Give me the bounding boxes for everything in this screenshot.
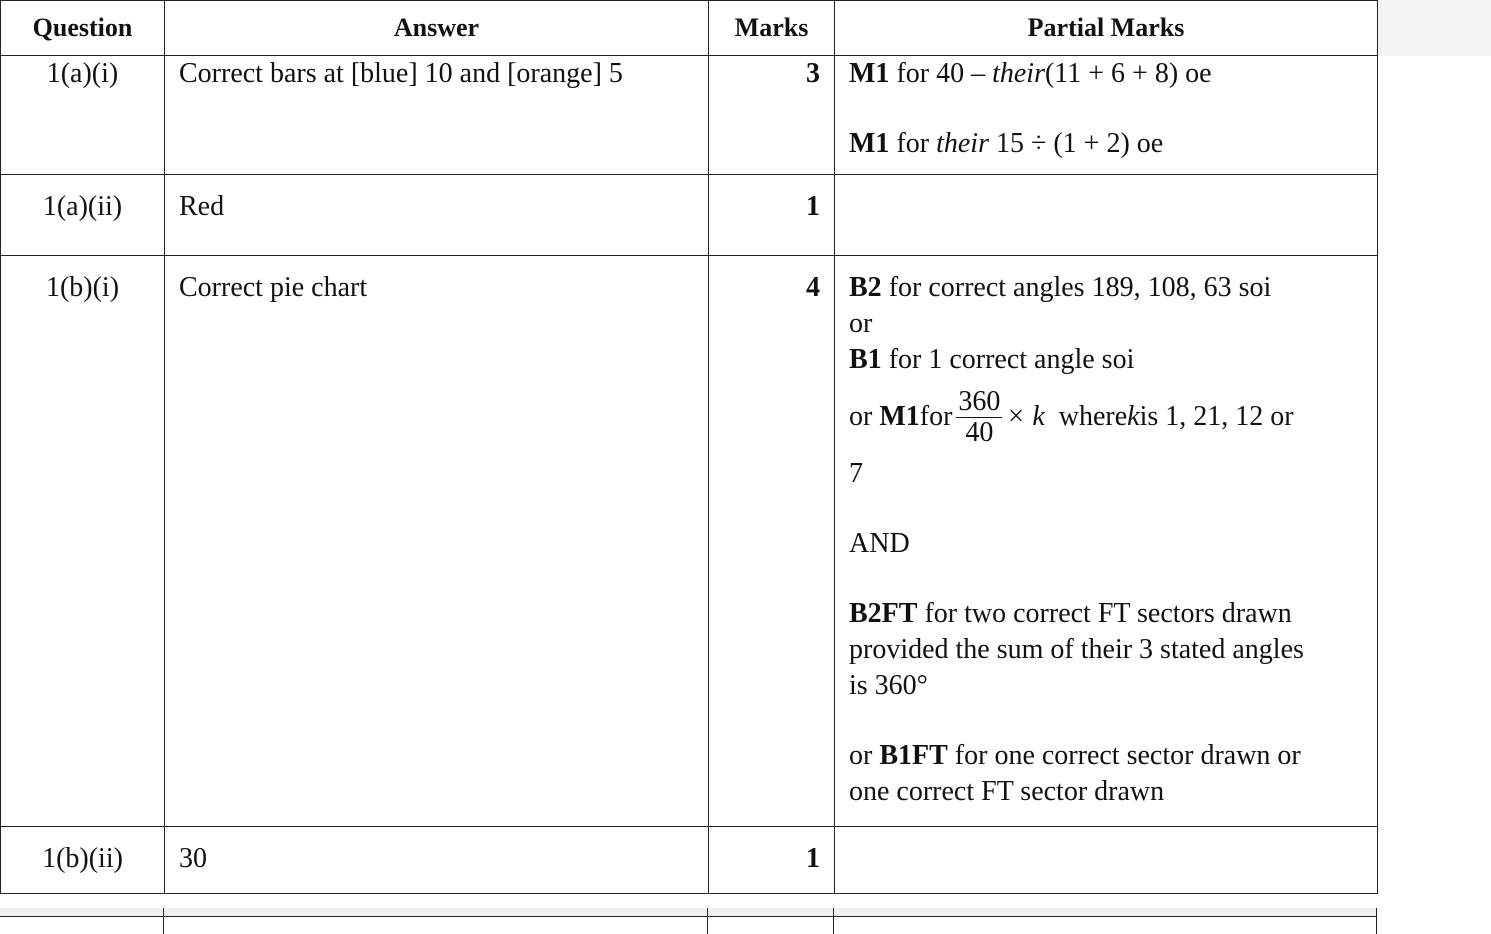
- spacer: [849, 92, 1367, 126]
- partial-line: [849, 56, 1367, 92]
- answer-cell: Correct pie chart: [165, 256, 709, 827]
- table-row: [1, 827, 1378, 894]
- spacer: [849, 492, 1367, 526]
- partial-line: or: [849, 308, 873, 339]
- mark-code: M1: [849, 58, 890, 89]
- mark-code: B1: [849, 344, 882, 375]
- partial-line: [849, 342, 1367, 378]
- partial-marks-cell: [835, 256, 1378, 827]
- header-row: [1, 1, 1378, 56]
- fraction-denominator: 40: [965, 416, 994, 448]
- partial-line: 7: [849, 458, 863, 489]
- partial-line: [849, 596, 1367, 632]
- marks-cell: 4: [709, 256, 835, 827]
- partial-text: for one correct sector drawn or: [947, 740, 1301, 771]
- header-partial-marks: Partial Marks: [835, 1, 1378, 56]
- partial-text: 15 ÷ (1 + 2) oe: [988, 128, 1164, 159]
- mark-code: B2FT: [849, 598, 918, 629]
- question-cell: 1(b)(ii): [1, 827, 165, 894]
- mark-code: B2: [849, 272, 882, 303]
- header-marks: Marks: [709, 1, 835, 56]
- partial-marks-cell: [835, 56, 1378, 175]
- partial-line: one correct FT sector drawn: [849, 776, 1165, 807]
- mark-code: M1: [849, 128, 890, 159]
- fraction: [956, 387, 1002, 448]
- question-cell: 1(a)(ii): [1, 175, 165, 256]
- table-row: [1, 256, 1378, 827]
- partial-text: (11 + 6 + 8) oe: [1044, 58, 1212, 89]
- next-table-header: [0, 908, 1377, 917]
- spacer: [849, 704, 1367, 738]
- partial-line: is 360°: [849, 670, 928, 701]
- partial-marks-cell: [835, 175, 1378, 256]
- partial-text: for: [889, 128, 937, 159]
- partial-text: for 40 –: [889, 58, 993, 89]
- marks-cell: 1: [709, 827, 835, 894]
- partial-line: [849, 270, 1367, 306]
- next-table-divider: [833, 908, 834, 934]
- next-table-divider: [1376, 908, 1377, 934]
- partial-text: for two correct FT sectors drawn: [917, 598, 1292, 629]
- answer-cell: 30: [165, 827, 709, 894]
- answer-cell: Correct bars at [blue] 10 and [orange] 5: [165, 56, 709, 175]
- partial-text: for: [919, 401, 953, 432]
- mark-code: M1: [879, 401, 920, 432]
- partial-italic: k: [1127, 401, 1140, 432]
- partial-italic: × k: [1006, 401, 1045, 432]
- partial-marks-cell: [835, 827, 1378, 894]
- table-row: [1, 56, 1378, 175]
- partial-italic: their: [992, 58, 1045, 89]
- next-table-divider: [707, 908, 708, 934]
- table-row: [1, 175, 1378, 256]
- header-question: Question: [1, 1, 165, 56]
- next-table-divider: [163, 908, 164, 934]
- partial-line: [849, 378, 1367, 456]
- question-cell: 1(b)(i): [1, 256, 165, 827]
- partial-text: or: [849, 740, 880, 771]
- partial-text: for 1 correct angle soi: [881, 344, 1135, 375]
- partial-line: [849, 126, 1367, 162]
- partial-line: AND: [849, 528, 910, 559]
- partial-line: provided the sum of their 3 stated angles: [849, 634, 1304, 665]
- fraction-numerator: 360: [958, 385, 1001, 417]
- spacer: [849, 562, 1367, 596]
- partial-line: [849, 738, 1367, 774]
- partial-italic: their: [936, 128, 989, 159]
- marks-cell: 1: [709, 175, 835, 256]
- answer-cell: Red: [165, 175, 709, 256]
- partial-text: is 1, 21, 12 or: [1139, 401, 1294, 432]
- partial-text: where: [1058, 401, 1128, 432]
- header-answer: Answer: [165, 1, 709, 56]
- question-cell: 1(a)(i): [1, 56, 165, 175]
- partial-text: for correct angles 189, 108, 63 soi: [881, 272, 1272, 303]
- marks-cell: 3: [709, 56, 835, 175]
- mark-code: B1FT: [879, 740, 948, 771]
- partial-text: or: [849, 401, 873, 432]
